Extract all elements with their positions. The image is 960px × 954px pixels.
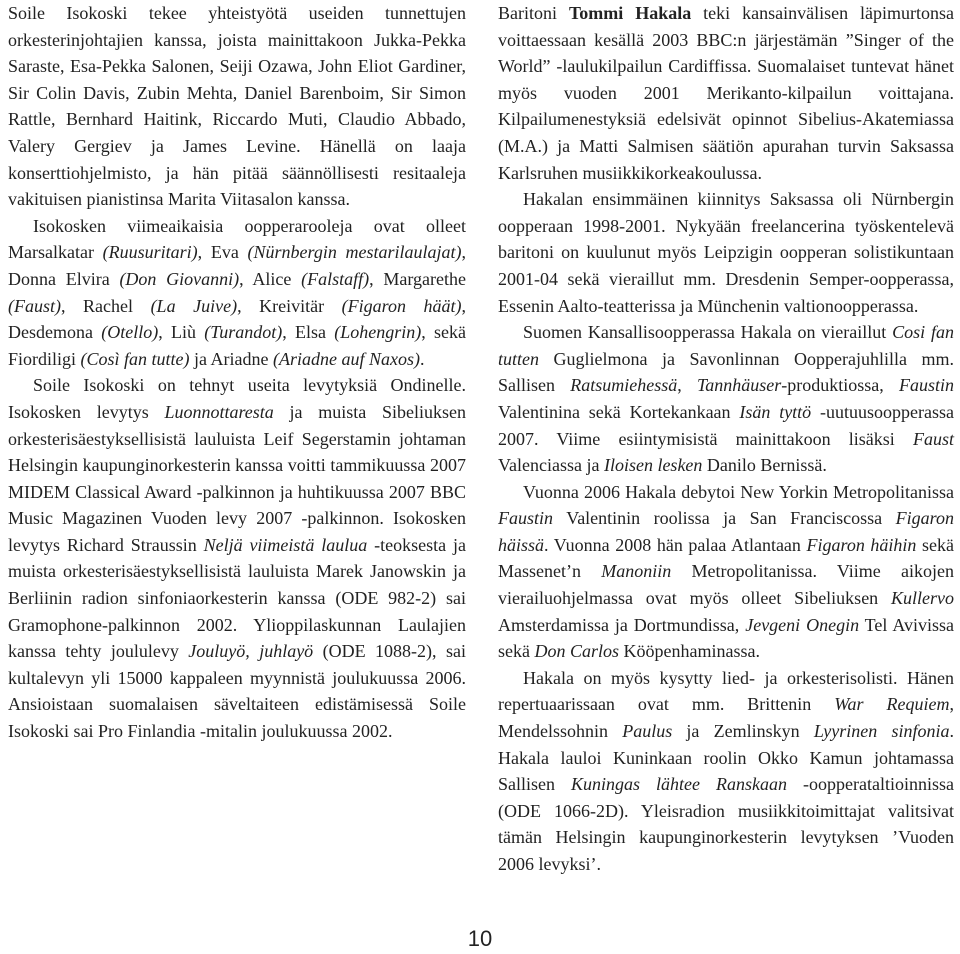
text-span: Soile Isokoski on tehnyt useita levytyksiä Ondinelle. Isokosken levytys [8, 375, 466, 422]
text-span: Metropolitanissa. Viime aikojen vierailuohjelmassa ovat myös olleet Sibeliuksen [498, 561, 955, 609]
paragraph [8, 213, 466, 373]
text-span: , Donna Elvira [8, 242, 466, 289]
text-span: Hakala on myös kysytty lied- ja orkesterisolisti. Hänen repertuaarissaan ovat mm. Brittenin [498, 667, 954, 715]
italic-text: War Requiem [834, 694, 950, 715]
italic-text: Figaron häihin [806, 534, 917, 555]
italic-text: (Ariadne auf Naxos) [273, 348, 420, 369]
italic-text: Kullervo [891, 588, 954, 609]
paragraph [8, 0, 466, 213]
text-span: -uutuusoopperassa 2007. Viime esiintymisistä mainittakoon lisäksi [498, 401, 954, 449]
text-span: . Hakala lauloi Kuninkaan roolin Okko Kamun johtamassa Sallisen [498, 721, 954, 795]
text-span: ja Ariadne [189, 348, 273, 369]
italic-text: (Falstaff) [301, 268, 370, 289]
italic-text: Faust [912, 428, 954, 449]
bold-text: Tommi Hakala [568, 3, 692, 23]
text-span: . Vuonna 2008 hän palaa Atlantaan [544, 534, 807, 555]
text-span: Soile Isokoski tekee yhteistyötä useiden tunnettujen orkesterinjohtajien kanssa, joista mainittakoon Jukka-Pekka Saraste, Esa-Pekka Salonen, Seiji Ozawa, John Eliot Gardiner, Sir Colin Davis, Zubin Mehta, Daniel Barenboim, Sir Simon Rattle, Bernhard Haitink, Riccardo Muti, Claudio Abbado, Valery Gergiev ja James Levine. Hänellä on laaja konserttiohjelmisto, ja hän pitää säännöllisesti resitaaleja vakituisen pianistinsa Marita Viitasalon kanssa. [8, 3, 466, 210]
text-span: -teoksesta ja muista orkesterisäestyksellisistä lauluista Marek Janowskin ja Berliinin radion sinfoniaorkesterin kanssa (ODE 982-2) sai Gramophone-palkinnon 2002. Ylioppilaskunnan Laulajien kanssa tehty joululevy [8, 534, 466, 662]
text-span: , Rachel [61, 295, 151, 316]
text-span: (ODE 1088-2), sai kultalevyn yli 15000 kappaleen myynnistä joulukuussa 2006. Ansioistaan suomalaisen säveltaiteen edistämisessä Soile Isokoski sai Pro Finlandia -mitalin joulukuussa 2002. [8, 641, 466, 742]
right-column [498, 0, 954, 878]
paragraph [498, 319, 954, 479]
italic-text: (Turandot) [204, 322, 283, 343]
italic-text: Jevgeni Onegin [745, 614, 860, 635]
text-span: , Elsa [282, 322, 335, 343]
text-span: Isokosken viimeaikaisia oopperarooleja ovat olleet Marsalkatar [8, 215, 466, 263]
page-number: 10 [467, 926, 493, 951]
text-span: Baritoni [498, 3, 569, 23]
text-span: Hakalan ensimmäinen kiinnitys Saksassa oli Nürnbergin oopperaan 1998-2001. Nykyään freelancerina työskentelevä baritoni on kuulunut myös Leipzigin oopperan solistikuntaan 2001-04 sekä vieraillut mm. Dresdenin Semper-oopperassa, Essenin Aalto-teatterissa ja Münchenin valtionoopperassa. [498, 189, 954, 316]
italic-text: Neljä viimeistä laulua [203, 534, 368, 555]
text-span: sekä Massenet’n [498, 534, 954, 582]
italic-text: Jouluyö, juhlayö [188, 641, 314, 662]
text-span: . [419, 348, 425, 369]
italic-text: Faustin [899, 375, 955, 396]
text-span: , Liù [158, 322, 205, 343]
italic-text: (Figaron häät) [341, 295, 462, 316]
text-span: Suomen Kansallisoopperassa Hakala on vieraillut [523, 322, 893, 343]
paragraph [8, 372, 466, 744]
text-span: , Eva [197, 242, 248, 263]
text-span: , Mendelssohnin [498, 694, 954, 742]
italic-text: Kuningas lähtee Ranskaan [571, 774, 788, 795]
italic-text: (La Juive) [150, 295, 238, 316]
text-span: Amsterdamissa ja Dortmundissa, [498, 614, 746, 635]
italic-text: (Nürnbergin mestarilaulajat) [247, 242, 462, 263]
italic-text: (Lohengrin) [334, 322, 422, 343]
text-span: -produktiossa, [781, 375, 899, 396]
text-span: Tel Avivissa sekä [498, 614, 955, 662]
text-span: Kööpenhaminassa. [619, 641, 760, 662]
italic-text: (Faust) [8, 295, 61, 316]
text-span: Guglielmona ja Savonlinnan Oopperajuhlilla mm. Sallisen [498, 348, 954, 396]
italic-text: Tannhäuser [696, 375, 782, 396]
paragraph [498, 0, 954, 186]
text-span: ja muista Sibeliuksen orkesterisäestyksellisistä lauluista Leif Segerstamin johtaman Helsingin kaupunginorkesterin kanssa voitti tammikuussa 2007 MIDEM Classical Award -palkinnon ja huhtikuussa 2007 BBC Music Magazinen Vuoden levy 2007 -palkinnon. Isokosken levytys Richard Straussin [8, 401, 466, 555]
italic-text: (Don Giovanni) [119, 268, 240, 289]
italic-text: Cosi fan tutten [498, 322, 954, 369]
text-span: Danilo Bernissä. [702, 455, 827, 476]
text-span: Valenciassa ja [498, 455, 604, 476]
paragraph [498, 665, 954, 878]
italic-text: Luonnottaresta [164, 401, 274, 422]
italic-text: (Ruusuritari) [102, 242, 198, 263]
paragraph [498, 186, 954, 319]
text-span: , Margarethe [369, 268, 466, 289]
text-span: , sekä Fiordiligi [8, 322, 467, 369]
left-column [8, 0, 466, 745]
italic-text: Figaron häissä [498, 508, 954, 555]
text-span: Vuonna 2006 Hakala debytoi New Yorkin Metropolitanissa [523, 481, 954, 502]
text-span: , [677, 375, 697, 396]
text-span: Valentinina sekä Kortekankaan [498, 401, 740, 422]
paragraph [498, 479, 954, 665]
text-span: , Kreivitär [237, 295, 342, 316]
text-span: , Desdemona [8, 295, 467, 343]
italic-text: Manoniin [601, 561, 672, 582]
italic-text: Lyyrinen sinfonia [813, 721, 950, 742]
text-span: , Alice [239, 268, 302, 289]
italic-text: Paulus [622, 721, 673, 742]
text-span: ja Zemlinskyn [672, 721, 814, 742]
italic-text: Iloisen lesken [603, 455, 703, 476]
italic-text: Isän tyttö [739, 401, 812, 422]
text-span: -oopperataltioinnissa (ODE 1066-2D). Yleisradion musiikkitoimittajat valitsivat tämän Helsingin kaupunginorkesterin levytyksen ’Vuoden 2006 levyksi’. [498, 774, 955, 874]
italic-text: (Otello) [101, 322, 159, 343]
text-span: Valentinin roolissa ja San Franciscossa [553, 508, 896, 529]
italic-text: (Così fan tutte) [80, 348, 190, 369]
text-span: teki kansainvälisen läpimurtonsa voittaessaan kesällä 2003 BBC:n järjestämän ”Singer of the World” -laulukilpailun Cardiffissa. Suomalaiset tuntevat hänet myös vuoden 2001 Merikanto-kilpailun voittajana. Kilpailumenestyksiä edelsivät opinnot Sibelius-Akatemiassa (M.A.) ja Matti Salmisen säätiön apurahan turvin Saksassa Karlsruhen musiikkikorkeakoulussa. [498, 3, 954, 183]
italic-text: Faustin [498, 508, 554, 529]
italic-text: Don Carlos [534, 641, 619, 662]
italic-text: Ratsumiehessä [570, 375, 678, 396]
